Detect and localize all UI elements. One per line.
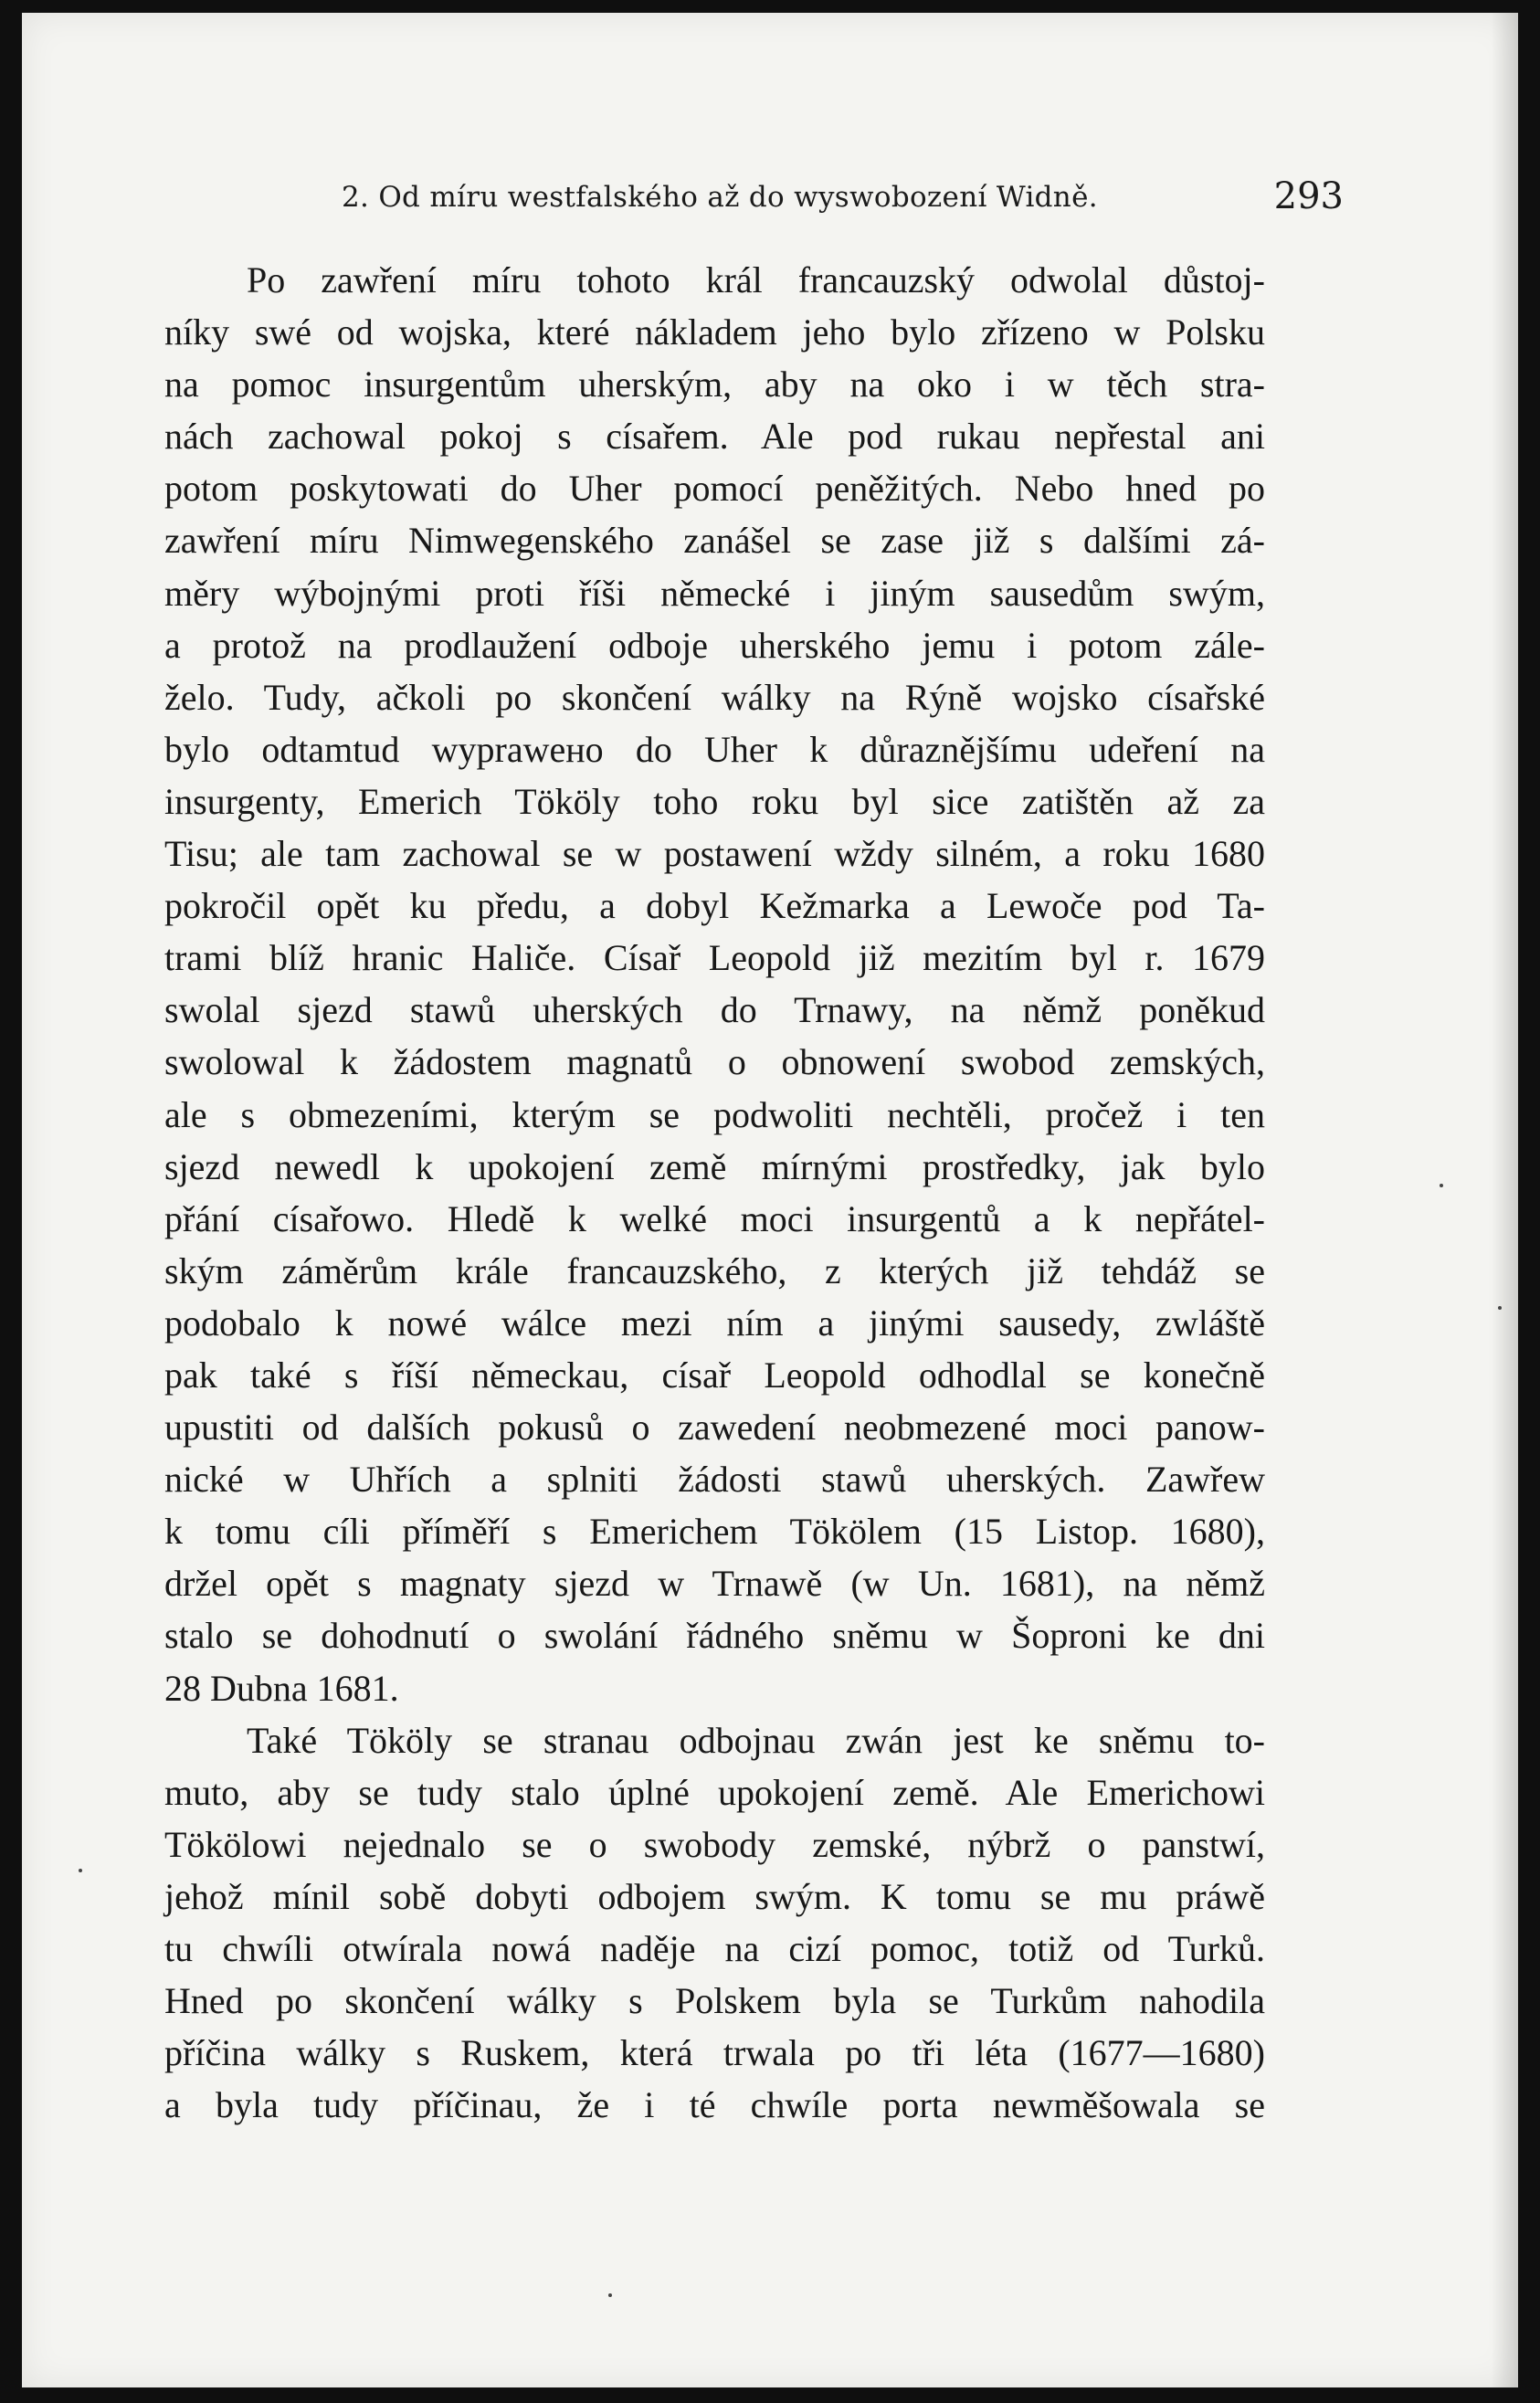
- text-line: stalo se dohodnutí o swolání řádného sněmu w Šoproni ke dni: [164, 1615, 1265, 1657]
- text-line: potom poskytowati do Uher pomocí peněžitých. Nebo hned po: [164, 468, 1265, 510]
- text-line: k tomu cíli příměří s Emerichem Tökölem (15 Listop. 1680),: [164, 1511, 1265, 1553]
- text-line: swolal sjezd stawů uherských do Trnawy, na němž poněkud: [164, 989, 1265, 1031]
- text-line: swolowal k žádostem magnatů o obnowení swobod zemských,: [164, 1041, 1265, 1083]
- text-line: podobalo k nowé wálce mezi ním a jinými sausedy, zwláště: [164, 1302, 1265, 1344]
- page-edge-shadow: [1491, 13, 1518, 2387]
- text-line: nické w Uhřích a splniti žádosti stawů uherských. Zawřew: [164, 1459, 1265, 1501]
- scan-speck: [608, 2293, 612, 2297]
- text-line: příčina wálky s Ruskem, která trwala po tři léta (1677—1680): [164, 2032, 1265, 2074]
- text-line: Tökölowi nejednalo se o swobody zemské, nýbrž o panstwí,: [164, 1823, 1265, 1865]
- body-text: [164, 254, 1265, 2131]
- text-line: Také Tököly se stranau odbojnau zwán jest ke sněmu to-: [247, 1719, 1265, 1761]
- paragraph-1: [164, 254, 1265, 1714]
- text-line: Po zawření míru tohoto král francauzský odwolal důstoj-: [247, 259, 1265, 300]
- text-line: ským záměrům krále francauzského, z kterých již tehdáž se: [164, 1249, 1265, 1291]
- scan-speck: [1440, 1184, 1443, 1187]
- text-line: a protož na prodlaužení odboje uherského jemu i potom zále-: [164, 624, 1265, 666]
- text-line: pak také s říší německau, císař Leopold odhodlal se konečně: [164, 1354, 1265, 1396]
- running-head: 2. Od míru westfalského až do wyswobození Widně.: [342, 181, 1098, 214]
- text-line: muto, aby se tudy stalo úplné upokojení země. Ale Emerichowi: [164, 1771, 1265, 1813]
- text-line: nách zachowal pokoj s císařem. Ale pod rukau nepřestal ani: [164, 416, 1265, 458]
- text-line: Hned po skončení wálky s Polskem byla se Turkům nahodila: [164, 1980, 1265, 2022]
- text-line: ale s obmezeními, kterým se podwoliti nechtěli, pročež i ten: [164, 1093, 1265, 1135]
- text-line: insurgenty, Emerich Tököly toho roku byl sice zatištěn až za: [164, 780, 1265, 822]
- text-line: tu chwíli otwírala nowá naděje na cizí pomoc, totiž od Turků.: [164, 1928, 1265, 1969]
- text-line: přání císařowo. Hledě k welké moci insurgentů a k nepřátel-: [164, 1197, 1265, 1239]
- paragraph-2: [164, 1714, 1265, 2132]
- page-number: 293: [1273, 175, 1344, 217]
- text-line: níky swé od wojska, které nákladem jeho bylo zřízeno w Polsku: [164, 311, 1265, 353]
- text-line: upustiti od dalších pokusů o zawedení neobmezené moci panow-: [164, 1407, 1265, 1449]
- text-line: držel opět s magnaty sjezd w Trnawě (w Un. 1681), na němž: [164, 1563, 1265, 1605]
- text-line: trami blíž hranic Haliče. Císař Leopold již mezitím byl r. 1679: [164, 937, 1265, 979]
- text-line: pokročil opět ku předu, a dobyl Kežmarka a Lewoče pod Ta-: [164, 885, 1265, 927]
- page-header: [164, 170, 1344, 225]
- text-line: Tisu; ale tam zachowal se w postawení wždy silném, a roku 1680: [164, 833, 1265, 875]
- text-line: želo. Tudy, ačkoli po skončení wálky na Rýně wojsko císařské: [164, 676, 1265, 718]
- text-line: 28 Dubna 1681.: [164, 1667, 399, 1709]
- scan-speck: [79, 1869, 82, 1872]
- text-line: bylo odtamtud wyprawено do Uher k důraznějšímu udeření na: [164, 728, 1265, 770]
- text-line: jehož mínil sobě dobyti odbojem swým. K tomu se mu práwě: [164, 1875, 1265, 1917]
- text-line: na pomoc insurgentům uherským, aby na oko i w těch stra-: [164, 364, 1265, 406]
- text-line: sjezd newedl k upokojení země mírnými prostředky, jak bylo: [164, 1145, 1265, 1187]
- text-line: měry wýbojnými proti říši německé i jiným sausedům swým,: [164, 572, 1265, 614]
- scan-speck: [1498, 1306, 1502, 1310]
- text-line: zawření míru Nimwegenského zanášel se zase již s dalšími zá-: [164, 520, 1265, 562]
- text-line: a byla tudy příčinau, že i té chwíle porta newměšowala se: [164, 2084, 1265, 2126]
